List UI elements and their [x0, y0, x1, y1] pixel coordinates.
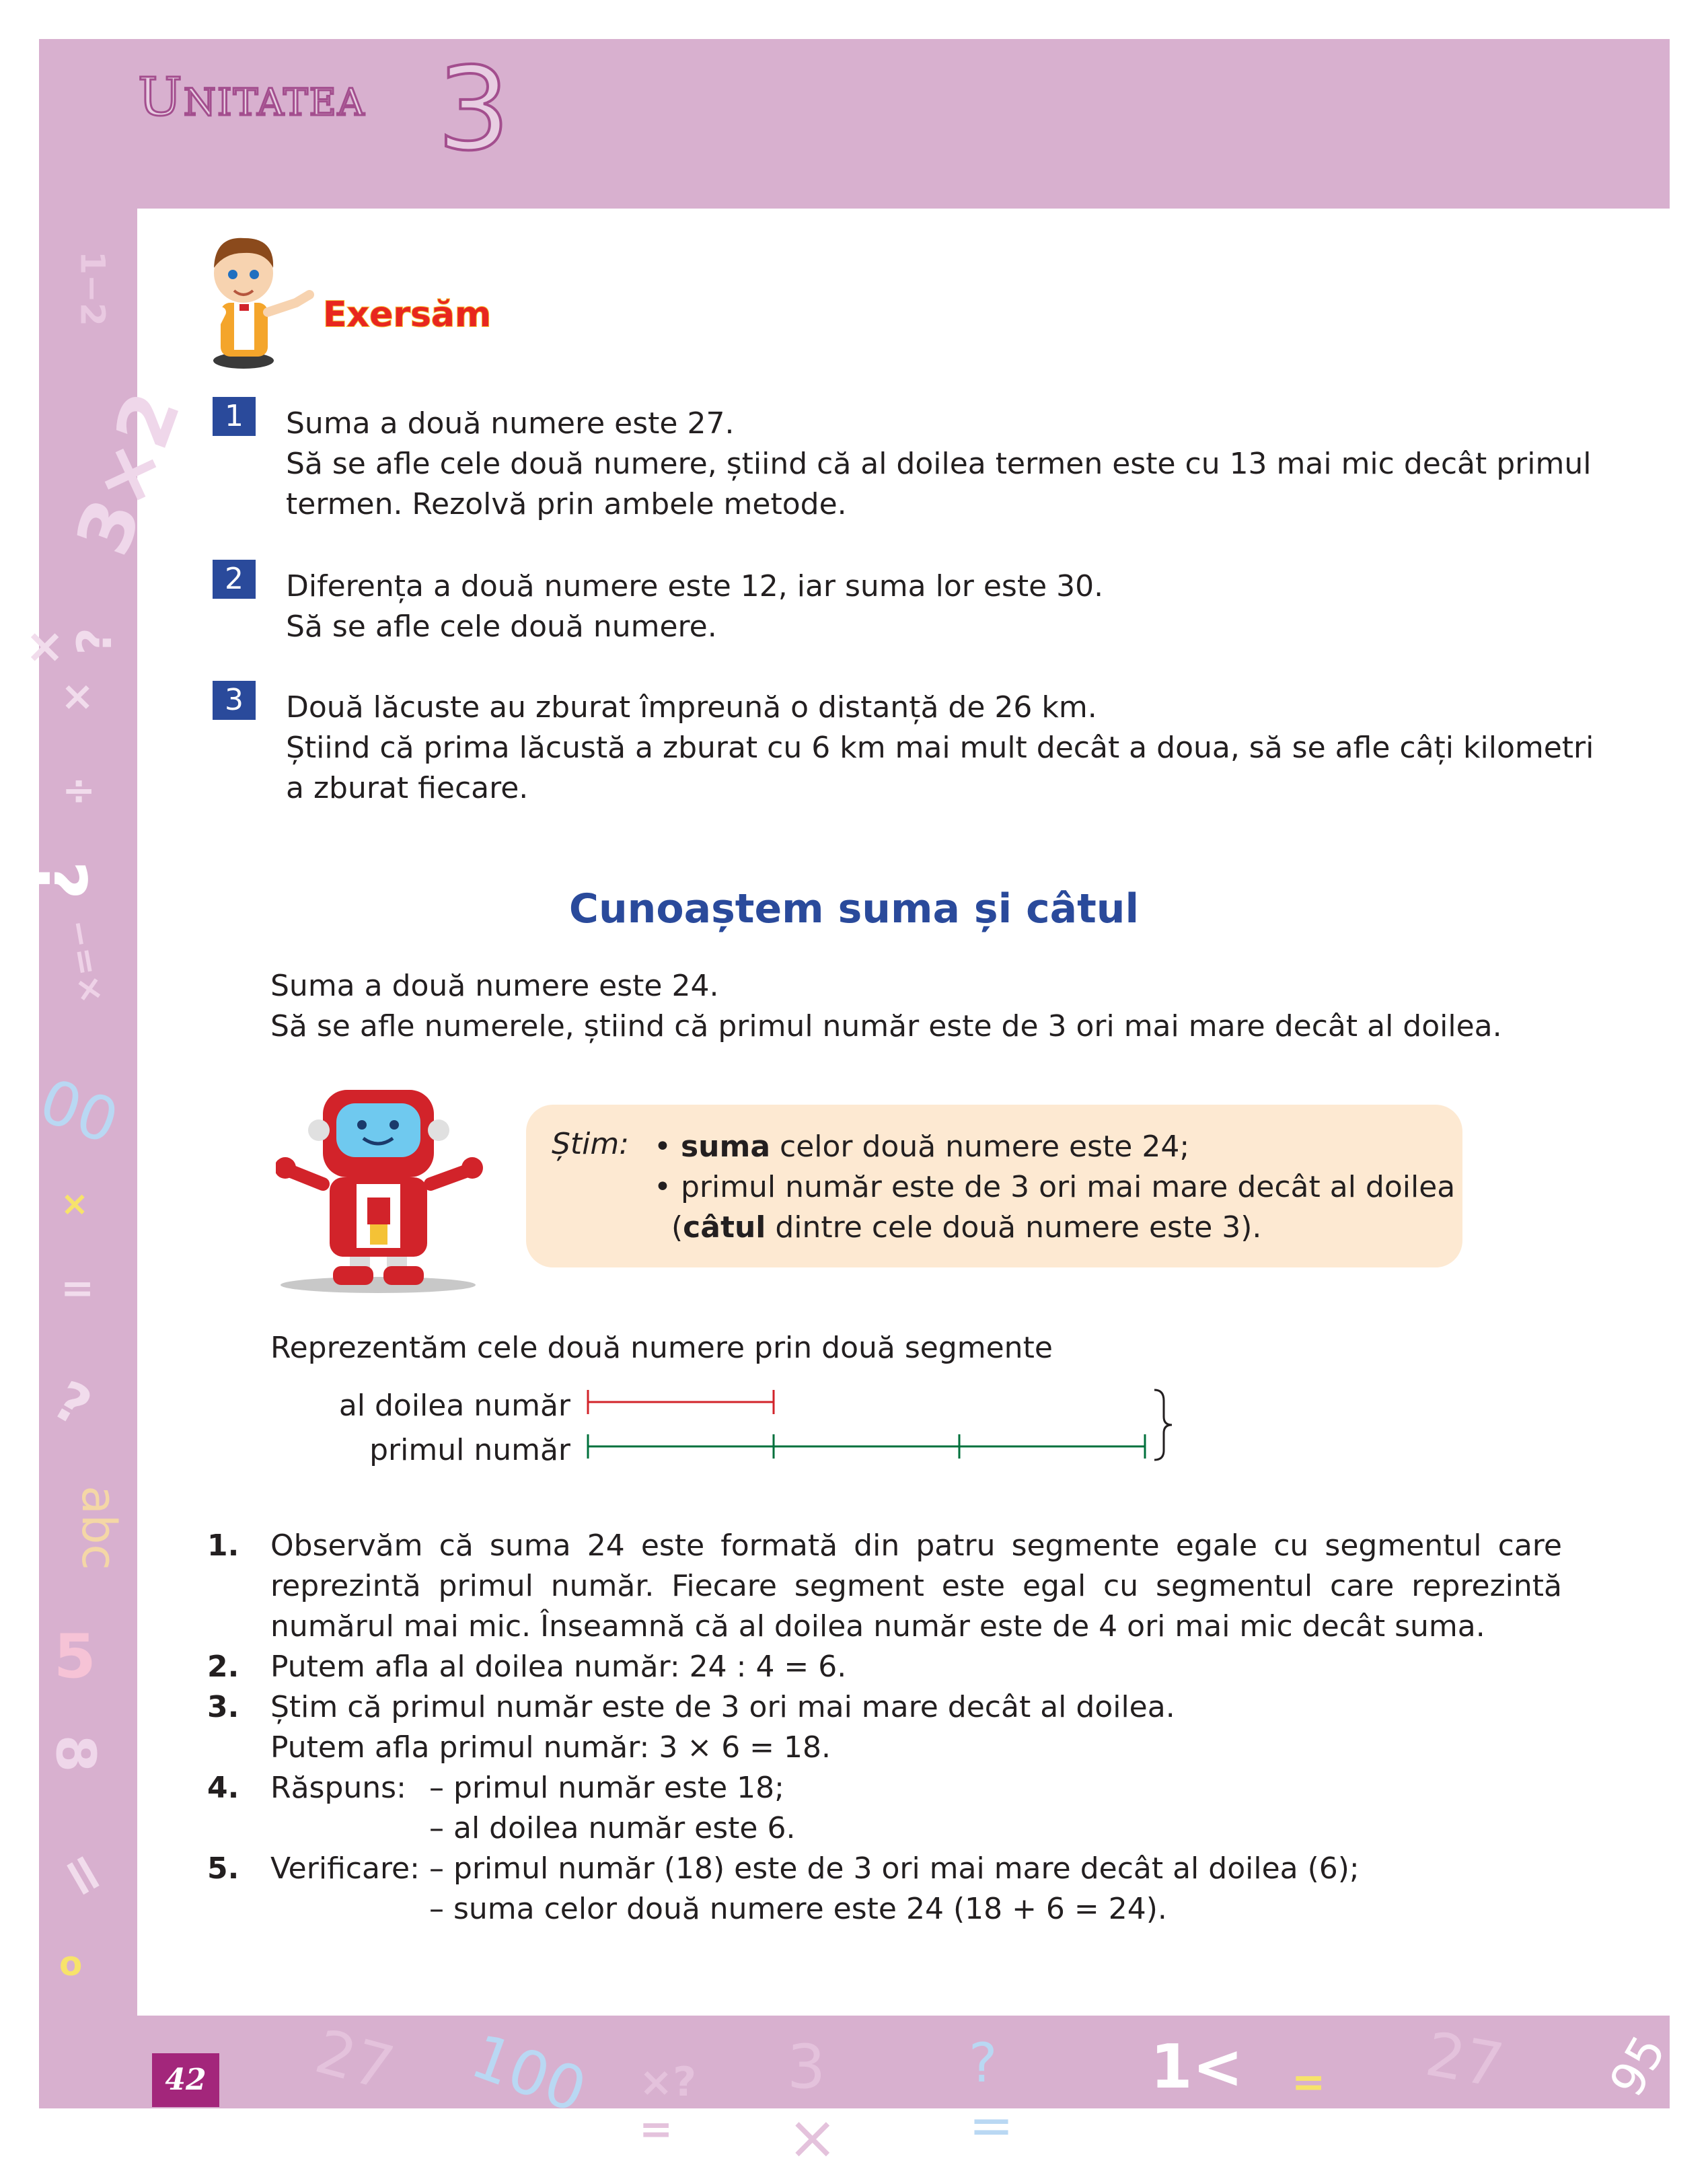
solution-step [207, 1768, 1708, 1849]
step-text: Observăm că suma 24 este formată din patru segmente egale cu segmentul care reprezintă primul număr. Fiecare segment este egal cu segmentul care reprezintă numărul mai mic. Înseamnă că al doilea număr este de 4 ori mai mic decât suma. [270, 1529, 1562, 1644]
exercise-line: termen. Rezolvă prin ambele metode. [286, 487, 847, 521]
unit-title: Unitatea [138, 67, 366, 128]
step-number: 3. [207, 1690, 239, 1724]
page-number: 42 [152, 2053, 219, 2107]
robot-character-icon [276, 1083, 484, 1298]
known-fact-item: • suma celor două numere este 24; [654, 1130, 1190, 1164]
solution-step [207, 1687, 1708, 1768]
step-text [270, 1768, 1562, 1808]
step-text: Putem afla primul număr: 3 × 6 = 18. [270, 1730, 831, 1765]
exercise-2-text [286, 566, 1564, 647]
exercise-number-badge: 2 [213, 560, 256, 599]
step-text: Știm că primul număr este de 3 ori mai mare decât al doilea. [270, 1690, 1175, 1724]
solution-step [207, 1849, 1708, 1929]
known-fact-item: • primul număr este de 3 ori mai mare decât al doilea [654, 1170, 1456, 1204]
exercise-section-title: Exersăm [323, 295, 492, 335]
segment-diagram [579, 1378, 1184, 1472]
known-facts-list [654, 1127, 1455, 1248]
first-number-label: primul număr [369, 1433, 570, 1467]
exercise-1-text [286, 404, 1592, 525]
exercise-3-text [286, 688, 1594, 809]
step-number: 2. [207, 1650, 239, 1684]
sum-brace [1154, 1390, 1172, 1460]
verification-line: – primul număr (18) este de 3 ori mai mare decât al doilea (6); [429, 1851, 1360, 1886]
solution-step [207, 1647, 1708, 1687]
exercise-line: Să se afle cele două numere, știind că al doilea termen este cu 13 mai mic decât primul [286, 447, 1592, 481]
exercise-line: Știind că prima lăcustă a zburat cu 6 km mai mult decât a doua, să se afle câți kilometri [286, 731, 1594, 765]
section-title: Cunoaștem suma și câtul [568, 885, 1140, 932]
solution-steps [207, 1526, 1708, 1929]
answer-line: – al doilea număr este 6. [429, 1811, 796, 1845]
boy-character-icon [195, 229, 316, 370]
problem-statement [270, 966, 1502, 1047]
exercise-line: Suma a două numere este 27. [286, 406, 735, 441]
exercise-number-badge: 3 [213, 681, 256, 720]
first-number-segment [588, 1434, 1145, 1459]
exercise-line: a zburat fiecare. [286, 771, 529, 805]
step-number: 4. [207, 1771, 239, 1805]
verification-label: Verificare: [270, 1851, 420, 1886]
step-number: 1. [207, 1529, 239, 1563]
diagram-intro: Reprezentăm cele două numere prin două segmente [270, 1331, 1053, 1365]
solution-step [207, 1526, 1708, 1647]
answer-label: Răspuns: [270, 1771, 406, 1805]
unit-number: 3 [437, 43, 511, 176]
second-number-label: al doilea număr [338, 1389, 570, 1423]
step-text [270, 1849, 1562, 1889]
exercise-number-badge: 1 [213, 397, 256, 436]
known-fact-item: (câtul dintre cele două numere este 3). [671, 1210, 1262, 1245]
exercise-line: Diferența a două numere este 12, iar suma lor este 30. [286, 569, 1104, 603]
exercise-line: Două lăcuste au zburat împreună o distanță de 26 km. [286, 690, 1097, 725]
second-number-segment [588, 1390, 774, 1414]
problem-line: Să se afle numerele, știind că primul număr este de 3 ori mai mare decât al doilea. [270, 1009, 1502, 1043]
answer-line: – primul număr este 18; [429, 1771, 784, 1805]
problem-line: Suma a două numere este 24. [270, 969, 719, 1003]
verification-line: – suma celor două numere este 24 (18 + 6 = 24). [429, 1892, 1167, 1926]
exercise-line: Să se afle cele două numere. [286, 610, 717, 644]
step-text: Putem afla al doilea număr: 24 : 4 = 6. [270, 1650, 847, 1684]
step-number: 5. [207, 1851, 239, 1886]
known-facts-label: Știm: [552, 1127, 630, 1161]
